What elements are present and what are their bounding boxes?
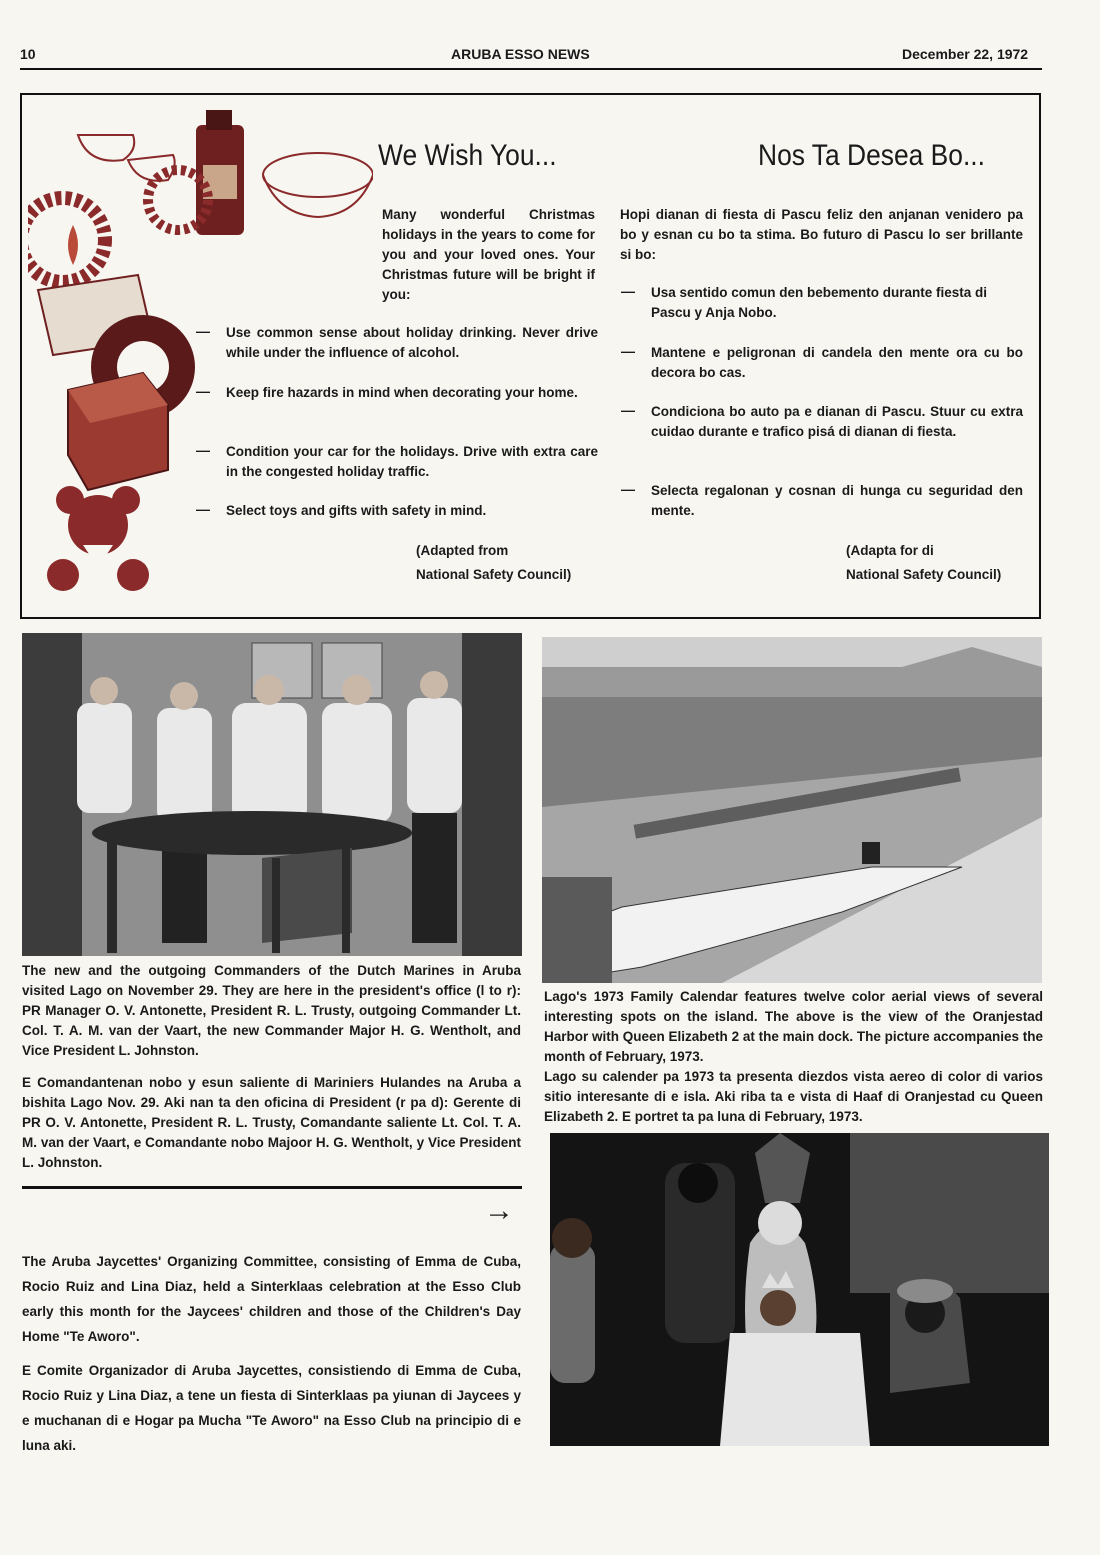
english-intro: Many wonderful Christmas holidays in the years to come for you and your loved ones. Your Christmas future will be bright if you: (382, 207, 595, 302)
papiamento-item-3: — Condiciona bo auto pa e dianan di Pascu. Stuur cu extra cuidao durante e trafico pisá di dianan di fiesta. (621, 402, 1023, 439)
header-rule (20, 68, 1042, 70)
jaycettes-text-papiamento: E Comite Organizador di Aruba Jaycettes, consistiendo di Emma de Cuba, Rocio Ruiz y Lina Diaz, a tene un fiesta di Sinterklaas pa yiunan di Jaycees y e muchanan di e Hogar pa Mucha "Te Aworo" na Esso Club na principio di e luna aki. (22, 1363, 521, 1453)
english-item-3: — Condition your car for the holidays. Drive with extra care in the congested holiday traffic. (196, 442, 598, 479)
english-item-4: — Select toys and gifts with safety in mind. (196, 501, 487, 518)
section-divider (22, 1186, 522, 1189)
continue-arrow-icon: → (484, 1194, 514, 1227)
papiamento-heading: Nos Ta Desea Bo... (758, 139, 985, 172)
harbor-aerial-photo (542, 637, 1042, 983)
papiamento-intro: Hopi dianan di fiesta di Pascu feliz den anjanan venidero pa bo y esnan cu bo ta stima. Bo futuro di Pascu lo ser brillante si bo: (620, 207, 1023, 262)
marines-caption-english: The new and the outgoing Commanders of the Dutch Marines in Aruba visited Lago on November 29. They are here in the president's office (l to r): PR Manager O. V. Antonette, President R. L. Trusty, outgoing Commander Lt. Col. T. A. M. van der Vaart, the new Commander Major H. G. Wentholt, and Vice President L. Johnston. (22, 963, 521, 1058)
jaycettes-text-english: The Aruba Jaycettes' Organizing Committee, consisting of Emma de Cuba, Rocio Ruiz and Lina Diaz, held a Sinterklaas celebration at the Esso Club early this month for the Jaycees' children and those of the Children's Day Home "Te Aworo". (22, 1254, 521, 1344)
wreath-icon (28, 198, 105, 282)
english-heading: We Wish You... (378, 139, 557, 172)
harbor-caption-papiamento: Lago su calender pa 1973 ta presenta diezdos vista aereo di color di varios sitio interesante di e isla. Aki riba ta e vista di Haaf di Oranjestad cu Queen Elizabeth 2. E portret ta pa luna di February, 1973. (544, 1069, 1043, 1124)
english-credit-line-1: (Adapted from (416, 543, 509, 558)
issue-date: December 22, 1972 (902, 46, 1029, 62)
publication-name: ARUBA ESSO NEWS (451, 46, 590, 62)
papiamento-item-2: — Mantene e peligronan di candela den mente ora cu bo decora bo cas. (621, 343, 1023, 380)
english-credit-line-2: National Safety Council) (416, 567, 572, 582)
marines-photo (22, 633, 522, 956)
harbor-caption-english: Lago's 1973 Family Calendar features twelve color aerial views of several interesting spots on the island. The above is the view of the Oranjestad Harbor with Queen Elizabeth 2 at the main dock. The picture accompanies the month of February, 1973. (544, 989, 1043, 1064)
page-number: 10 (20, 46, 36, 62)
marines-caption-papiamento: E Comandantenan nobo y esun saliente di Mariniers Hulandes na Aruba a bishita Lago Nov. 29. Aki nan ta den oficina di President (r pa d): Gerente di PR O. V. Antonette, President R. L. Trusty, Comandante saliente Lt. Col. T. A. M. van der Vaart, e Comandante nobo Majoor H. G. Wentholt, y Vice President L. Johnston. (22, 1075, 521, 1170)
papiamento-credit-line-1: (Adapta for di (846, 543, 934, 558)
english-item-1: — Use common sense about holiday drinking. Never drive while under the influence of alcohol. (196, 323, 598, 360)
papiamento-item-1: — Usa sentido comun den bebemento durante fiesta di Pascu y Anja Nobo. (621, 283, 988, 320)
papiamento-item-4: — Selecta regalonan y cosnan di hunga cu seguridad den mente. (621, 481, 1023, 518)
papiamento-credit-line-2: National Safety Council) (846, 567, 1002, 582)
sinterklaas-photo (550, 1133, 1049, 1446)
english-item-2: — Keep fire hazards in mind when decorating your home. (196, 383, 578, 400)
